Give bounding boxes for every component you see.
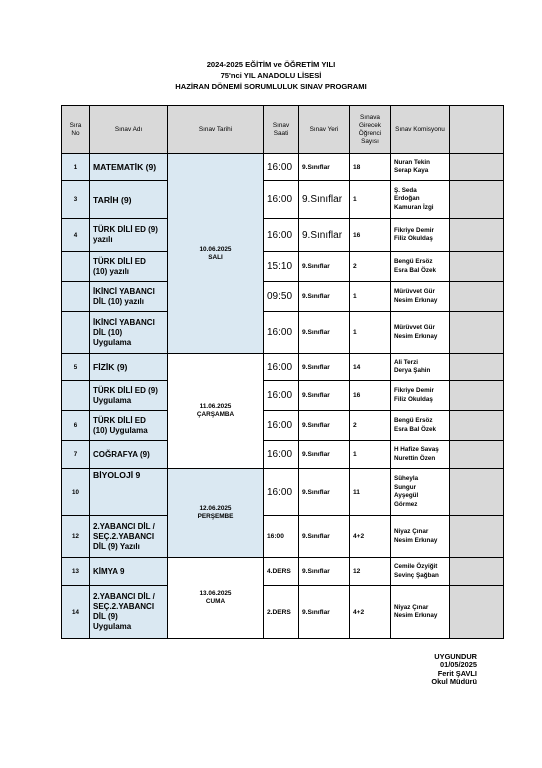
- cell-room: 9.Sınıflar: [299, 381, 350, 411]
- signature-title: Okul Müdürü: [431, 677, 477, 687]
- cell-count: 4+2: [350, 586, 391, 639]
- cell-date-1: 10.06.2025 SALI: [168, 154, 264, 354]
- cell-no: 4: [62, 219, 90, 252]
- cell-time: 16:00: [264, 411, 299, 441]
- table-row: [62, 354, 504, 381]
- col-header-extra: [450, 106, 504, 154]
- cell-exam-name: KİMYA 9: [90, 558, 168, 586]
- table-row: [62, 381, 504, 411]
- table-row: [62, 219, 504, 252]
- cell-count: 11: [350, 469, 391, 516]
- header-line-3: HAZİRAN DÖNEMİ SORUMLULUK SINAV PROGRAMI: [175, 82, 367, 91]
- cell-exam-name: TÜRK DİLİ ED (9) Uygulama: [90, 381, 168, 411]
- cell-count: 16: [350, 381, 391, 411]
- header-line-1: 2024-2025 EĞİTİM ve ÖĞRETİM YILI: [206, 60, 336, 69]
- cell-room: 9.Sınıflar: [299, 219, 350, 252]
- cell-no: [62, 312, 90, 354]
- col-header-sayi: Sınava Girecek Öğrenci Sayısı: [350, 106, 391, 154]
- cell-room: 9.Sınıflar: [299, 252, 350, 282]
- cell-extra: [450, 469, 504, 516]
- cell-time: 16:00: [264, 354, 299, 381]
- cell-time: 2.DERS: [264, 586, 299, 639]
- cell-extra: [450, 252, 504, 282]
- cell-no: 10: [62, 469, 90, 516]
- header-row: [62, 106, 504, 154]
- signature-date: 01/05/2025: [440, 660, 477, 670]
- cell-exam-name: COĞRAFYA (9): [90, 441, 168, 469]
- cell-time: 16:00: [264, 516, 299, 558]
- cell-no: 6: [62, 411, 90, 441]
- cell-room: 9.Sınıflar: [299, 282, 350, 312]
- cell-count: 1: [350, 181, 391, 219]
- cell-no: 7: [62, 441, 90, 469]
- cell-room: 9.Sınıflar: [299, 154, 350, 181]
- cell-extra: [450, 181, 504, 219]
- cell-exam-name: BİYOLOJİ 9: [90, 469, 168, 516]
- cell-room: 9.Sınıflar: [299, 558, 350, 586]
- cell-room: 9.Sınıflar: [299, 354, 350, 381]
- cell-count: 1: [350, 441, 391, 469]
- cell-room: 9.Sınıflar: [299, 312, 350, 354]
- cell-no: 13: [62, 558, 90, 586]
- cell-no: 14: [62, 586, 90, 639]
- table-row: [62, 252, 504, 282]
- cell-extra: [450, 441, 504, 469]
- cell-exam-name: FİZİK (9): [90, 354, 168, 381]
- cell-time: 15:10: [264, 252, 299, 282]
- signature-name: Ferit ŞAVLI: [437, 668, 477, 678]
- cell-no: 5: [62, 354, 90, 381]
- cell-exam-name: TÜRK DİLİ ED (10) Uygulama: [90, 411, 168, 441]
- cell-extra: [450, 411, 504, 441]
- cell-no: [62, 381, 90, 411]
- cell-count: 1: [350, 312, 391, 354]
- cell-room: 9.Sınıflar: [299, 586, 350, 639]
- table-row: [62, 181, 504, 219]
- cell-time: 16:00: [264, 312, 299, 354]
- cell-exam-name: TÜRK DİLİ ED (9) yazılı: [90, 219, 168, 252]
- cell-no: 12: [62, 516, 90, 558]
- cell-time: 09:50: [264, 282, 299, 312]
- signature-block: [400, 653, 477, 687]
- cell-commission: Niyaz Çınar Nesim Erkınay: [391, 516, 450, 558]
- cell-room: 9.Sınıflar: [299, 469, 350, 516]
- cell-commission: Süheyla Sungur Ayşegül Görmez: [391, 469, 450, 516]
- cell-count: 16: [350, 219, 391, 252]
- table-row: [62, 282, 504, 312]
- cell-commission: Mürüvvet Gür Nesim Erkınay: [391, 312, 450, 354]
- cell-extra: [450, 516, 504, 558]
- col-header-komisyon: Sınav Komisyonu: [391, 106, 450, 154]
- cell-extra: [450, 354, 504, 381]
- cell-exam-name: İKİNCİ YABANCI DİL (10) yazılı: [90, 282, 168, 312]
- table-row: [62, 154, 504, 181]
- cell-time: 16:00: [264, 441, 299, 469]
- cell-commission: Fikriye Demir Filiz Okuldaş: [391, 381, 450, 411]
- header-line-2: 75'nci YIL ANADOLU LİSESİ: [220, 71, 322, 80]
- cell-room: 9.Sınıflar: [299, 181, 350, 219]
- cell-count: 1: [350, 282, 391, 312]
- cell-room: 9.Sınıflar: [299, 516, 350, 558]
- cell-date-4: 13.06.2025 CUMA: [168, 558, 264, 639]
- cell-no: 3: [62, 181, 90, 219]
- cell-commission: Cemile Özyiğit Sevinç Şağban: [391, 558, 450, 586]
- cell-commission: Ali Terzi Derya Şahin: [391, 354, 450, 381]
- signature-approval: UYGUNDUR: [434, 652, 477, 661]
- cell-count: 4+2: [350, 516, 391, 558]
- cell-time: 16:00: [264, 181, 299, 219]
- cell-commission: Ş. Seda Erdoğan Kamuran İzgi: [391, 181, 450, 219]
- cell-commission: Bengü Ersöz Esra Bal Özek: [391, 252, 450, 282]
- cell-room: 9.Sınıflar: [299, 411, 350, 441]
- cell-commission: Bengü Ersöz Esra Bal Özek: [391, 411, 450, 441]
- cell-extra: [450, 312, 504, 354]
- cell-commission: Niyaz Çınar Nesim Erkınay: [391, 586, 450, 639]
- cell-extra: [450, 586, 504, 639]
- cell-time: 16:00: [264, 381, 299, 411]
- cell-count: 2: [350, 411, 391, 441]
- cell-exam-name: MATEMATİK (9): [90, 154, 168, 181]
- table-row: [62, 558, 504, 586]
- cell-exam-name: İKİNCİ YABANCI DİL (10) Uygulama: [90, 312, 168, 354]
- cell-commission: H Hafize Savaş Nurettin Özen: [391, 441, 450, 469]
- cell-commission: Fikriye Demir Filiz Okuldaş: [391, 219, 450, 252]
- cell-time: 16:00: [264, 219, 299, 252]
- table-row: [62, 441, 504, 469]
- col-header-tarih: Sınav Tarihi: [168, 106, 264, 154]
- cell-date-2: 11.06.2025 ÇARŞAMBA: [168, 354, 264, 469]
- cell-extra: [450, 219, 504, 252]
- table-row: [62, 469, 504, 516]
- cell-no: [62, 252, 90, 282]
- col-header-sira: Sıra No: [62, 106, 90, 154]
- cell-count: 12: [350, 558, 391, 586]
- cell-exam-name: TÜRK DİLİ ED (10) yazılı: [90, 252, 168, 282]
- exam-schedule-table: [61, 105, 504, 639]
- cell-date-3: 12.06.2025 PERŞEMBE: [168, 469, 264, 558]
- cell-commission: Mürüvvet Gür Nesim Erkınay: [391, 282, 450, 312]
- cell-no: 1: [62, 154, 90, 181]
- cell-count: 2: [350, 252, 391, 282]
- cell-count: 18: [350, 154, 391, 181]
- col-header-yer: Sınav Yeri: [299, 106, 350, 154]
- cell-extra: [450, 558, 504, 586]
- cell-commission: Nuran Tekin Serap Kaya: [391, 154, 450, 181]
- cell-exam-name: 2.YABANCI DİL / SEÇ.2.YABANCI DİL (9) Uygulama: [90, 586, 168, 639]
- cell-extra: [450, 154, 504, 181]
- table-row: [62, 516, 504, 558]
- cell-room: 9.Sınıflar: [299, 441, 350, 469]
- col-header-ad: Sınav Adı: [90, 106, 168, 154]
- cell-exam-name: 2.YABANCI DİL / SEÇ.2.YABANCI DİL (9) Yazılı: [90, 516, 168, 558]
- cell-time: 16:00: [264, 154, 299, 181]
- table-row: [62, 586, 504, 639]
- table-row: [62, 411, 504, 441]
- table-row: [62, 312, 504, 354]
- cell-no: [62, 282, 90, 312]
- cell-count: 14: [350, 354, 391, 381]
- cell-extra: [450, 381, 504, 411]
- col-header-saat: Sınav Saati: [264, 106, 299, 154]
- cell-extra: [450, 282, 504, 312]
- cell-time: 16:00: [264, 469, 299, 516]
- cell-time: 4.DERS: [264, 558, 299, 586]
- cell-exam-name: TARİH (9): [90, 181, 168, 219]
